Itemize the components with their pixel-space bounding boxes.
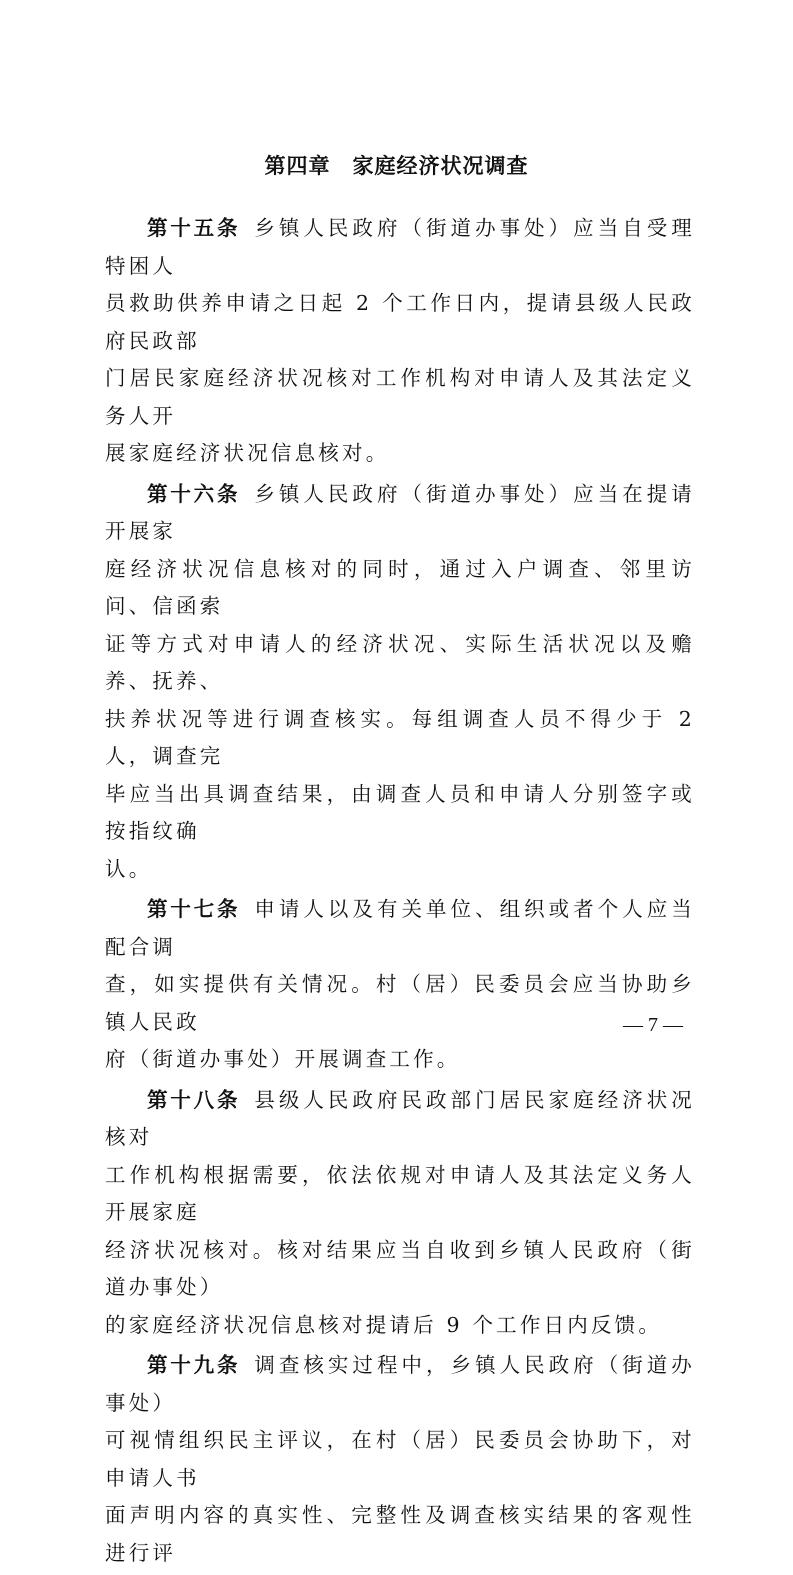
document-body — [105, 210, 695, 1575]
article-line: 经济状况核对。核对结果应当自收到乡镇人民政府（街道办事处） — [105, 1237, 695, 1299]
article-line: 乡镇人民政府（街道办事处）应当自受理特困人 — [105, 216, 695, 278]
article-line: 可视情组织民主评议，在村（居）民委员会协助下，对申请人书 — [105, 1428, 695, 1490]
article-line: 县级人民政府民政部门居民家庭经济状况核对 — [105, 1087, 695, 1149]
article-line: 工作机构根据需要，依法依规对申请人及其法定义务人开展家庭 — [105, 1162, 695, 1224]
article-line: 庭经济状况信息核对的同时，通过入户调查、邻里访问、信函索 — [105, 556, 695, 618]
article-line: 展家庭经济状况信息核对。 — [105, 441, 390, 465]
chapter-heading — [0, 150, 793, 180]
article-number: 第十五条 — [147, 216, 241, 240]
article-line: 证等方式对申请人的经济状况、实际生活状况以及赡养、抚养、 — [105, 631, 695, 693]
article-number: 第十七条 — [147, 897, 241, 921]
article-line: 查，如实提供有关情况。村（居）民委员会应当协助乡镇人民政 — [105, 972, 695, 1034]
article-line: 调查核实过程中，乡镇人民政府（街道办事处） — [105, 1353, 695, 1415]
article-line: 扶养状况等进行调查核实。每组调查人员不得少于 2 人，调查完 — [105, 706, 695, 768]
article-line: 门居民家庭经济状况核对工作机构对申请人及其法定义务人开 — [105, 366, 695, 428]
article-17 — [105, 891, 695, 1082]
article-16 — [105, 476, 695, 892]
chapter-title: 家庭经济状况调查 — [352, 154, 529, 178]
article-line: 毕应当出具调查结果，由调查人员和申请人分别签字或按指纹确 — [105, 781, 695, 843]
article-18 — [105, 1082, 695, 1348]
article-19 — [105, 1347, 695, 1575]
article-line: 申请人以及有关单位、组织或者个人应当配合调 — [105, 897, 695, 959]
article-number: 第十六条 — [147, 481, 241, 506]
article-line: 的家庭经济状况信息核对提请后 9 个工作日内反馈。 — [105, 1312, 663, 1337]
article-number: 第十八条 — [147, 1087, 241, 1112]
article-15 — [105, 210, 695, 476]
article-line: 乡镇人民政府（街道办事处）应当在提请开展家 — [105, 481, 695, 543]
article-line: 员救助供养申请之日起 2 个工作日内，提请县级人民政府民政部 — [105, 291, 695, 353]
chapter-number: 第四章 — [264, 154, 331, 178]
article-line: 府（街道办事处）开展调查工作。 — [105, 1047, 461, 1071]
article-line: 认。 — [105, 856, 153, 881]
article-line: 面声明内容的真实性、完整性及调查核实结果的客观性进行评 — [105, 1503, 695, 1565]
page-number: — 7 — — [623, 1014, 683, 1036]
article-number: 第十九条 — [147, 1353, 241, 1377]
